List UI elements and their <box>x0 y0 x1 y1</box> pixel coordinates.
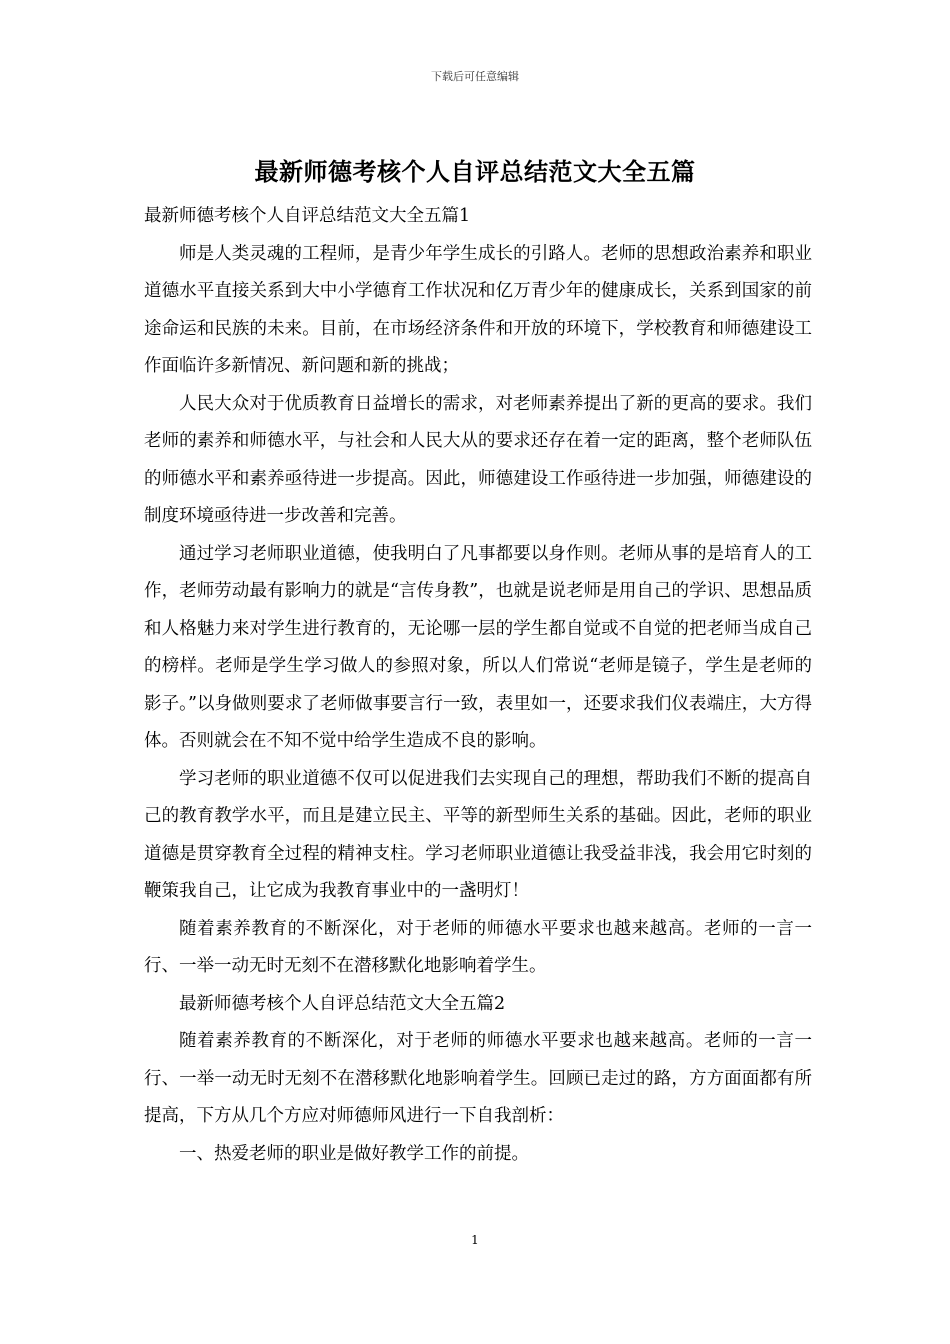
paragraph: 一、热爱老师的职业是做好教学工作的前提。 <box>179 1143 529 1164</box>
document-title: 最新师德考核个人自评总结范文大全五篇 <box>254 157 696 186</box>
page-number: 1 <box>471 1233 479 1247</box>
paragraph: 随着素养教育的不断深化，对于老师的师德水平要求也越来越高。老师的一言一行、一举一动无时无刻不在潜移默化地影响着学生。回顾已走过的路，方方面面都有所提高，下方从几个方应对师德师风进行一下自我剖析： <box>144 1031 812 1126</box>
section-heading-2: 最新师德考核个人自评总结范文大全五篇2 <box>179 993 506 1014</box>
paragraph: 人民大众对于优质教育日益增长的需求，对老师素养提出了新的更高的要求。我们老师的素养和师德水平，与社会和人民大从的要求还存在着一定的距离，整个老师队伍的师德水平和素养亟待进一步提高。因此，师德建设工作亟待进一步加强，师德建设的制度环境亟待进一步改善和完善。 <box>144 393 812 526</box>
document-body <box>144 198 812 1173</box>
section-heading-1: 最新师德考核个人自评总结范文大全五篇1 <box>144 206 471 226</box>
paragraph: 学习老师的职业道德不仅可以促进我们去实现自己的理想，帮助我们不断的提高自己的教育教学水平，而且是建立民主、平等的新型师生关系的基础。因此，老师的职业道德是贯穿教育全过程的精神支柱。学习老师职业道德让我受益非浅，我会用它时刻的鞭策我自己，让它成为我教育事业中的一盏明灯！ <box>144 768 812 901</box>
paragraph: 随着素养教育的不断深化，对于老师的师德水平要求也越来越高。老师的一言一行、一举一动无时无刻不在潜移默化地影响着学生。 <box>144 918 812 976</box>
paragraph: 师是人类灵魂的工程师，是青少年学生成长的引路人。老师的思想政治素养和职业道德水平直接关系到大中小学德育工作状况和亿万青少年的健康成长，关系到国家的前途命运和民族的未来。目前，在市场经济条件和开放的环境下，学校教育和师德建设工作面临许多新情况、新问题和新的挑战； <box>144 243 812 376</box>
paragraph: 通过学习老师职业道德，使我明白了凡事都要以身作则。老师从事的是培育人的工作，老师劳动最有影响力的就是“言传身教”，也就是说老师是用自己的学识、思想品质和人格魅力来对学生进行教育的，无论哪一层的学生都自觉或不自觉的把老师当成自己的榜样。老师是学生学习做人的参照对象，所以人们常说“老师是镜子，学生是老师的影子。”以身做则要求了老师做事要言行一致，表里如一，还要求我们仪表端庄，大方得体。否则就会在不知不觉中给学生造成不良的影响。 <box>144 543 812 751</box>
header-note: 下载后可任意编辑 <box>431 70 519 83</box>
